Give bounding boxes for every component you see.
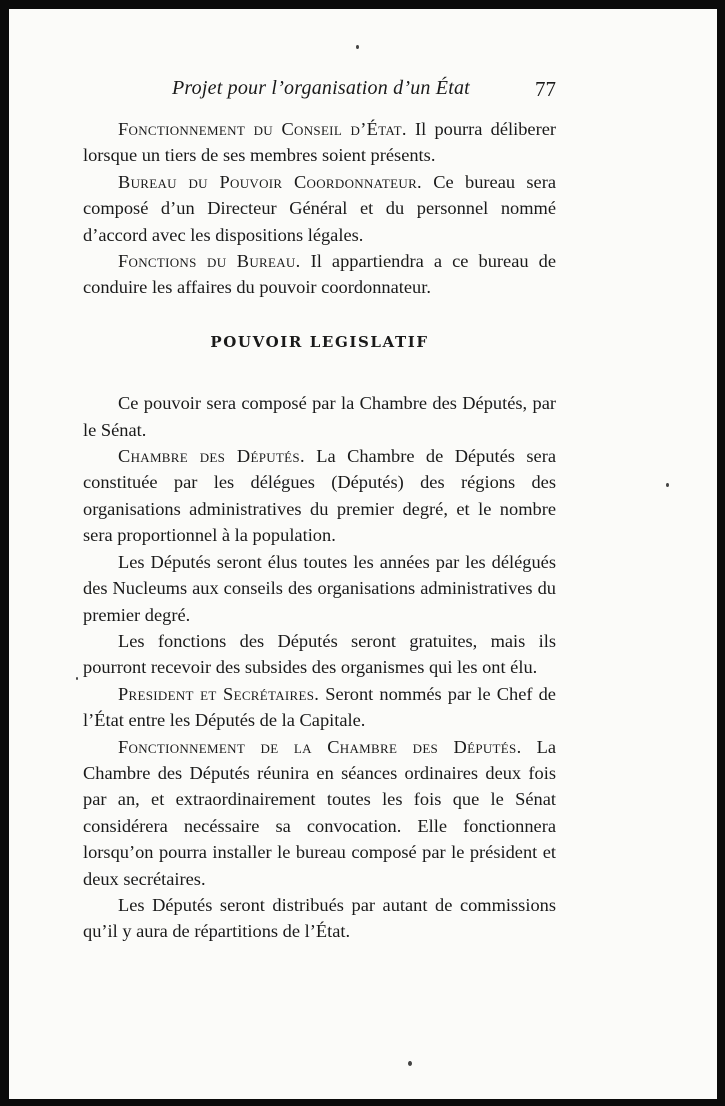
paragraph — [83, 734, 556, 892]
print-speck-top — [356, 45, 359, 49]
paragraph-text: Ce bureau sera composé d’un Directeur Général et du personnel nommé d’accord avec les dispositions légales. — [83, 171, 556, 245]
paragraph — [83, 116, 556, 169]
paragraph — [83, 443, 556, 549]
paragraph-lead: Fonctionnement de la Chambre des Députés. — [118, 736, 522, 757]
paragraph-lead: Fonctions du Bureau. — [118, 251, 301, 272]
paragraph-text: Il appartiendra a ce bureau de conduire les affaires du pouvoir coordonnateur. — [83, 251, 556, 298]
paragraph-text: Les Députés seront élus toutes les années par les délégués des Nucleums aux conseils des organisations administratives du premier degré. — [83, 551, 556, 625]
print-speck-left — [76, 677, 78, 680]
paragraph-lead: Fonctionnement du Conseil d’État. — [118, 119, 407, 139]
paragraph-text: Les Députés seront distribués par autant de commissions qu’il y aura de répartitions de l’État. — [83, 894, 556, 942]
paragraph — [83, 390, 556, 443]
paragraph — [83, 628, 556, 681]
paragraph-lead: Chambre des Députés. — [118, 446, 305, 467]
print-speck-right — [666, 483, 669, 487]
running-title: Projet pour l’organisation d’un État — [172, 77, 470, 99]
paragraph-text: Les fonctions des Députés seront gratuites, mais ils pourront recevoir des subsides des organismes qui les ont élu. — [83, 630, 556, 678]
paragraph — [83, 549, 556, 628]
paragraph-text: Il pourra déliberer lorsque un tiers de ses membres soient présents. — [83, 119, 556, 166]
paragraph-text: La Chambre de Députés sera constituée par les délégues (Députés) des régions des organisations administratives du premier degré, et le nombre sera proportionnel à la population. — [83, 446, 556, 546]
page-number: 77 — [535, 77, 556, 101]
book-page — [9, 9, 717, 1099]
section-heading: POUVOIR LEGISLATIF — [210, 332, 429, 351]
paragraph — [83, 892, 556, 945]
paragraph — [83, 169, 556, 248]
paragraph-lead: Bureau du Pouvoir Coordonnateur. — [118, 171, 422, 192]
paragraph-lead: President et Secrétaires. — [118, 683, 320, 704]
paragraph-text: Seront nommés par le Chef de l’État entre les Députés de la Capitale. — [83, 683, 556, 731]
paragraph — [83, 248, 556, 301]
paragraph-text: La Chambre des Députés réunira en séances ordinaires deux fois par an, et extraordinairement toutes les fois que le Sénat considérera necéssaire sa convocation. Elle fonctionnera lorsqu’on pourra installer le bureau composé par le président et deux secrétaires. — [83, 736, 556, 889]
paragraph — [83, 681, 556, 734]
paragraph-text: Ce pouvoir sera composé par la Chambre des Députés, par le Sénat. — [83, 393, 556, 440]
body-text — [83, 116, 556, 945]
running-head — [9, 77, 717, 107]
print-speck-bottom — [408, 1061, 412, 1066]
